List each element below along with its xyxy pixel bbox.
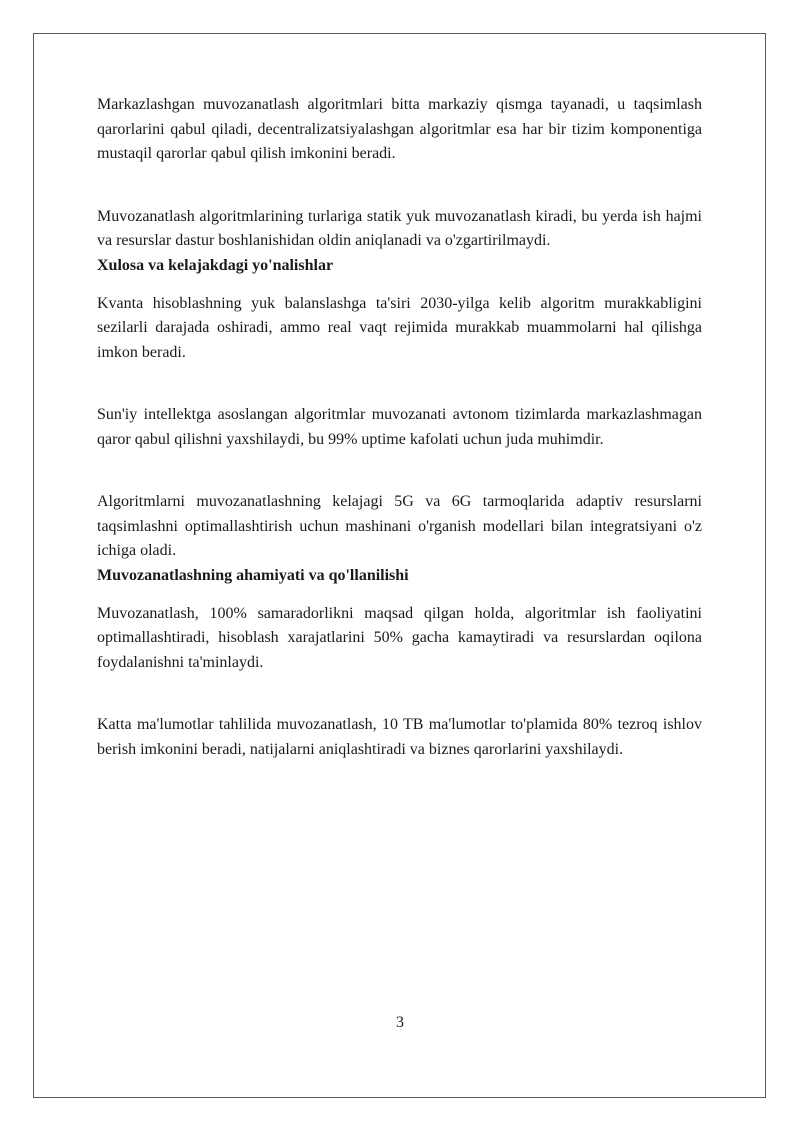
section-heading: Muvozanatlashning ahamiyati va qo'llanilishi [97,566,409,584]
body-paragraph: Muvozanatlash algoritmlarining turlariga statik yuk muvozanatlash kiradi, bu yerda ish hajmi va resurslar dastur boshlanishidan oldin aniqlanadi va o'zgartirilmaydi. [97,207,702,249]
body-paragraph: Katta ma'lumotlar tahlilida muvozanatlash, 10 TB ma'lumotlar to'plamida 80% tezroq ishlov berish imkonini beradi, natijalarni aniqlashtiradi va biznes qarorlarini yaxshilaydi. [97,716,702,758]
body-paragraph: Sun'iy intellektga asoslangan algoritmlar muvozanati avtonom tizimlarda markazlashmagan qaror qabul qilishni yaxshilaydi, bu 99% uptime kafolati uchun juda muhimdir. [97,406,702,448]
page-number: 3 [396,1014,404,1031]
body-paragraph: Muvozanatlash, 100% samaradorlikni maqsad qilgan holda, algoritmlar ish faoliyatini optimallashtiradi, hisoblash xarajatlarini 50% gacha kamaytiradi va resurslardan oqilona foydalanishni ta'minlaydi. [97,604,702,671]
body-paragraph: Markazlashgan muvozanatlash algoritmlari bitta markaziy qismga tayanadi, u taqsimlash qarorlarini qabul qiladi, decentralizatsiyalashgan algoritmlar esa har bir tizim komponentiga mustaqil qarorlar qabul qilish imkonini beradi. [97,96,702,162]
document-body [97,93,702,762]
section-heading: Xulosa va kelajakdagi yo'nalishlar [97,256,334,274]
body-paragraph: Kvanta hisoblashning yuk balanslashga ta'siri 2030-yilga kelib algoritm murakkabligini sezilarli darajada oshiradi, ammo real vaqt rejimida murakkab muammolarni hal qilishga imkon beradi. [97,294,702,361]
body-paragraph: Algoritmlarni muvozanatlashning kelajagi 5G va 6G tarmoqlarida adaptiv resurslarni taqsimlashni optimallashtirish uchun mashinani o'rganish modellari bilan integratsiyani o'z ichiga oladi. [97,493,702,559]
